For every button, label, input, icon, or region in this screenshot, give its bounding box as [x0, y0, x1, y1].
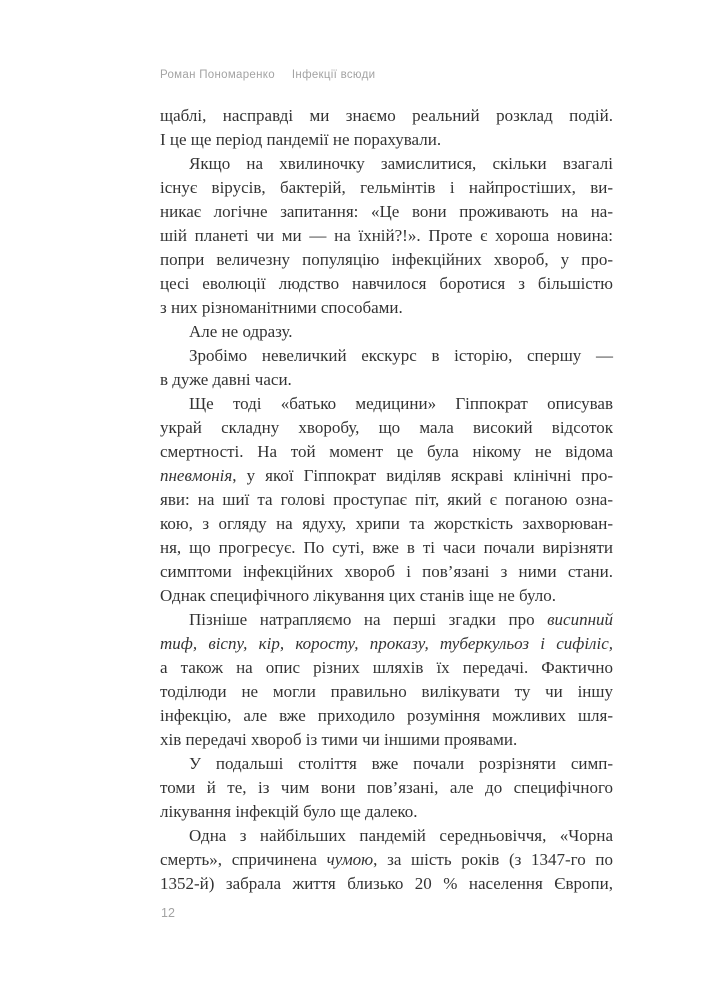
text-run: Пізніше натрапляємо на перші згадки про	[189, 610, 548, 629]
text-line	[160, 704, 613, 728]
text-run: інфекцію, але вже приходило розуміння можливих шля-	[160, 706, 613, 725]
header-author: Роман Пономаренко	[160, 69, 275, 81]
italic-text-run: тиф, віспу, кір, коросту, проказу, туберкульоз і сифіліс,	[160, 634, 613, 653]
text-run: смертності. На той момент це була нікому не відома	[160, 442, 613, 461]
text-line	[160, 848, 613, 872]
text-run: , за шість років (з 1347-го по	[373, 850, 613, 869]
text-line	[160, 776, 613, 800]
italic-text-run: пневмонія	[160, 466, 233, 485]
text-line	[160, 128, 613, 152]
text-line	[160, 728, 613, 752]
text-run: Одна з найбільших пандемій середньовіччя, «Чорна	[189, 826, 613, 845]
text-run: шій планеті чи ми — на їхній?!». Проте є хороша новина:	[160, 226, 613, 245]
page-body	[160, 104, 613, 896]
text-run: Зробімо невеличкий екскурс в історію, спершу —	[189, 346, 613, 365]
paragraph	[160, 320, 613, 344]
text-line	[160, 104, 613, 128]
text-run: з них різноманітними способами.	[160, 298, 403, 317]
paragraph	[160, 104, 613, 152]
text-line	[160, 872, 613, 896]
text-run: Однак специфічного лікування цих станів іще не було.	[160, 586, 557, 605]
text-run: томи й те, із чим вони пов’язані, але до специфічного	[160, 778, 613, 797]
paragraph	[160, 392, 613, 608]
text-line	[160, 272, 613, 296]
text-line	[160, 176, 613, 200]
text-line	[160, 344, 613, 368]
text-line	[160, 392, 613, 416]
text-line	[160, 608, 613, 632]
paragraph	[160, 824, 613, 896]
text-run: симптоми інфекційних хвороб і пов’язані з ними стани.	[160, 562, 613, 581]
text-run: щаблі, насправді ми знаємо реальний розклад подій.	[160, 106, 613, 125]
text-line	[160, 800, 613, 824]
page-number: 12	[161, 906, 175, 920]
text-line	[160, 560, 613, 584]
header-book-title: Інфекції всюди	[291, 69, 376, 81]
text-run: лікування інфекцій було ще далеко.	[160, 802, 418, 821]
text-run: кою, з огляду на ядуху, хрипи та жорсткість захворюван-	[160, 514, 613, 533]
running-header	[160, 69, 375, 81]
italic-text-run: висипний	[547, 610, 613, 629]
text-line	[160, 584, 613, 608]
text-line	[160, 464, 613, 488]
text-line	[160, 536, 613, 560]
text-line	[160, 632, 613, 656]
text-run: існує вірусів, бактерій, гельмінтів і найпростіших, ви-	[160, 178, 613, 197]
text-line	[160, 752, 613, 776]
text-run: Якщо на хвилиночку замислитися, скільки взагалі	[189, 154, 613, 173]
text-run: Але не одразу.	[189, 322, 293, 341]
text-line	[160, 416, 613, 440]
text-line	[160, 488, 613, 512]
text-run: хів передачі хвороб із тими чи іншими проявами.	[160, 730, 518, 749]
text-run: смерть», спричинена	[160, 850, 327, 869]
text-line	[160, 152, 613, 176]
text-line	[160, 824, 613, 848]
text-run: Ще тоді «батько медицини» Гіппократ описував	[189, 394, 613, 413]
text-run: 1352-й) забрала життя близько 20 % населення Європи,	[160, 874, 613, 893]
paragraph	[160, 344, 613, 392]
text-line	[160, 368, 613, 392]
text-run: в дуже давні часи.	[160, 370, 292, 389]
text-run: У подальші століття вже почали розрізняти симп-	[189, 754, 613, 773]
text-line	[160, 200, 613, 224]
paragraph	[160, 752, 613, 824]
text-line	[160, 656, 613, 680]
paragraph	[160, 608, 613, 752]
text-line	[160, 296, 613, 320]
text-run: тоділюди не могли правильно вилікувати ту чи іншу	[160, 682, 613, 701]
text-run: , у якої Гіппократ виділяв яскраві клінічні про-	[232, 466, 613, 485]
text-run: никає логічне запитання: «Це вони проживають на на-	[160, 202, 613, 221]
text-run: І це ще період пандемії не порахували.	[160, 130, 442, 149]
italic-text-run: чумою	[326, 850, 374, 869]
text-line	[160, 224, 613, 248]
text-run: попри величезну популяцію інфекційних хвороб, у про-	[160, 250, 613, 269]
text-line	[160, 680, 613, 704]
text-run: украй складну хворобу, що мала високий відсоток	[160, 418, 613, 437]
text-run: цесі еволюції людство навчилося боротися з більшістю	[160, 274, 613, 293]
text-run: а також на опис різних шляхів їх передачі. Фактично	[160, 658, 613, 677]
text-run: ня, що прогресує. По суті, вже в ті часи почали вирізняти	[160, 538, 613, 557]
text-line	[160, 440, 613, 464]
paragraph	[160, 152, 613, 320]
text-run: яви: на шиї та голові проступає піт, який є поганою озна-	[160, 490, 613, 509]
text-line	[160, 248, 613, 272]
text-line	[160, 320, 613, 344]
text-line	[160, 512, 613, 536]
